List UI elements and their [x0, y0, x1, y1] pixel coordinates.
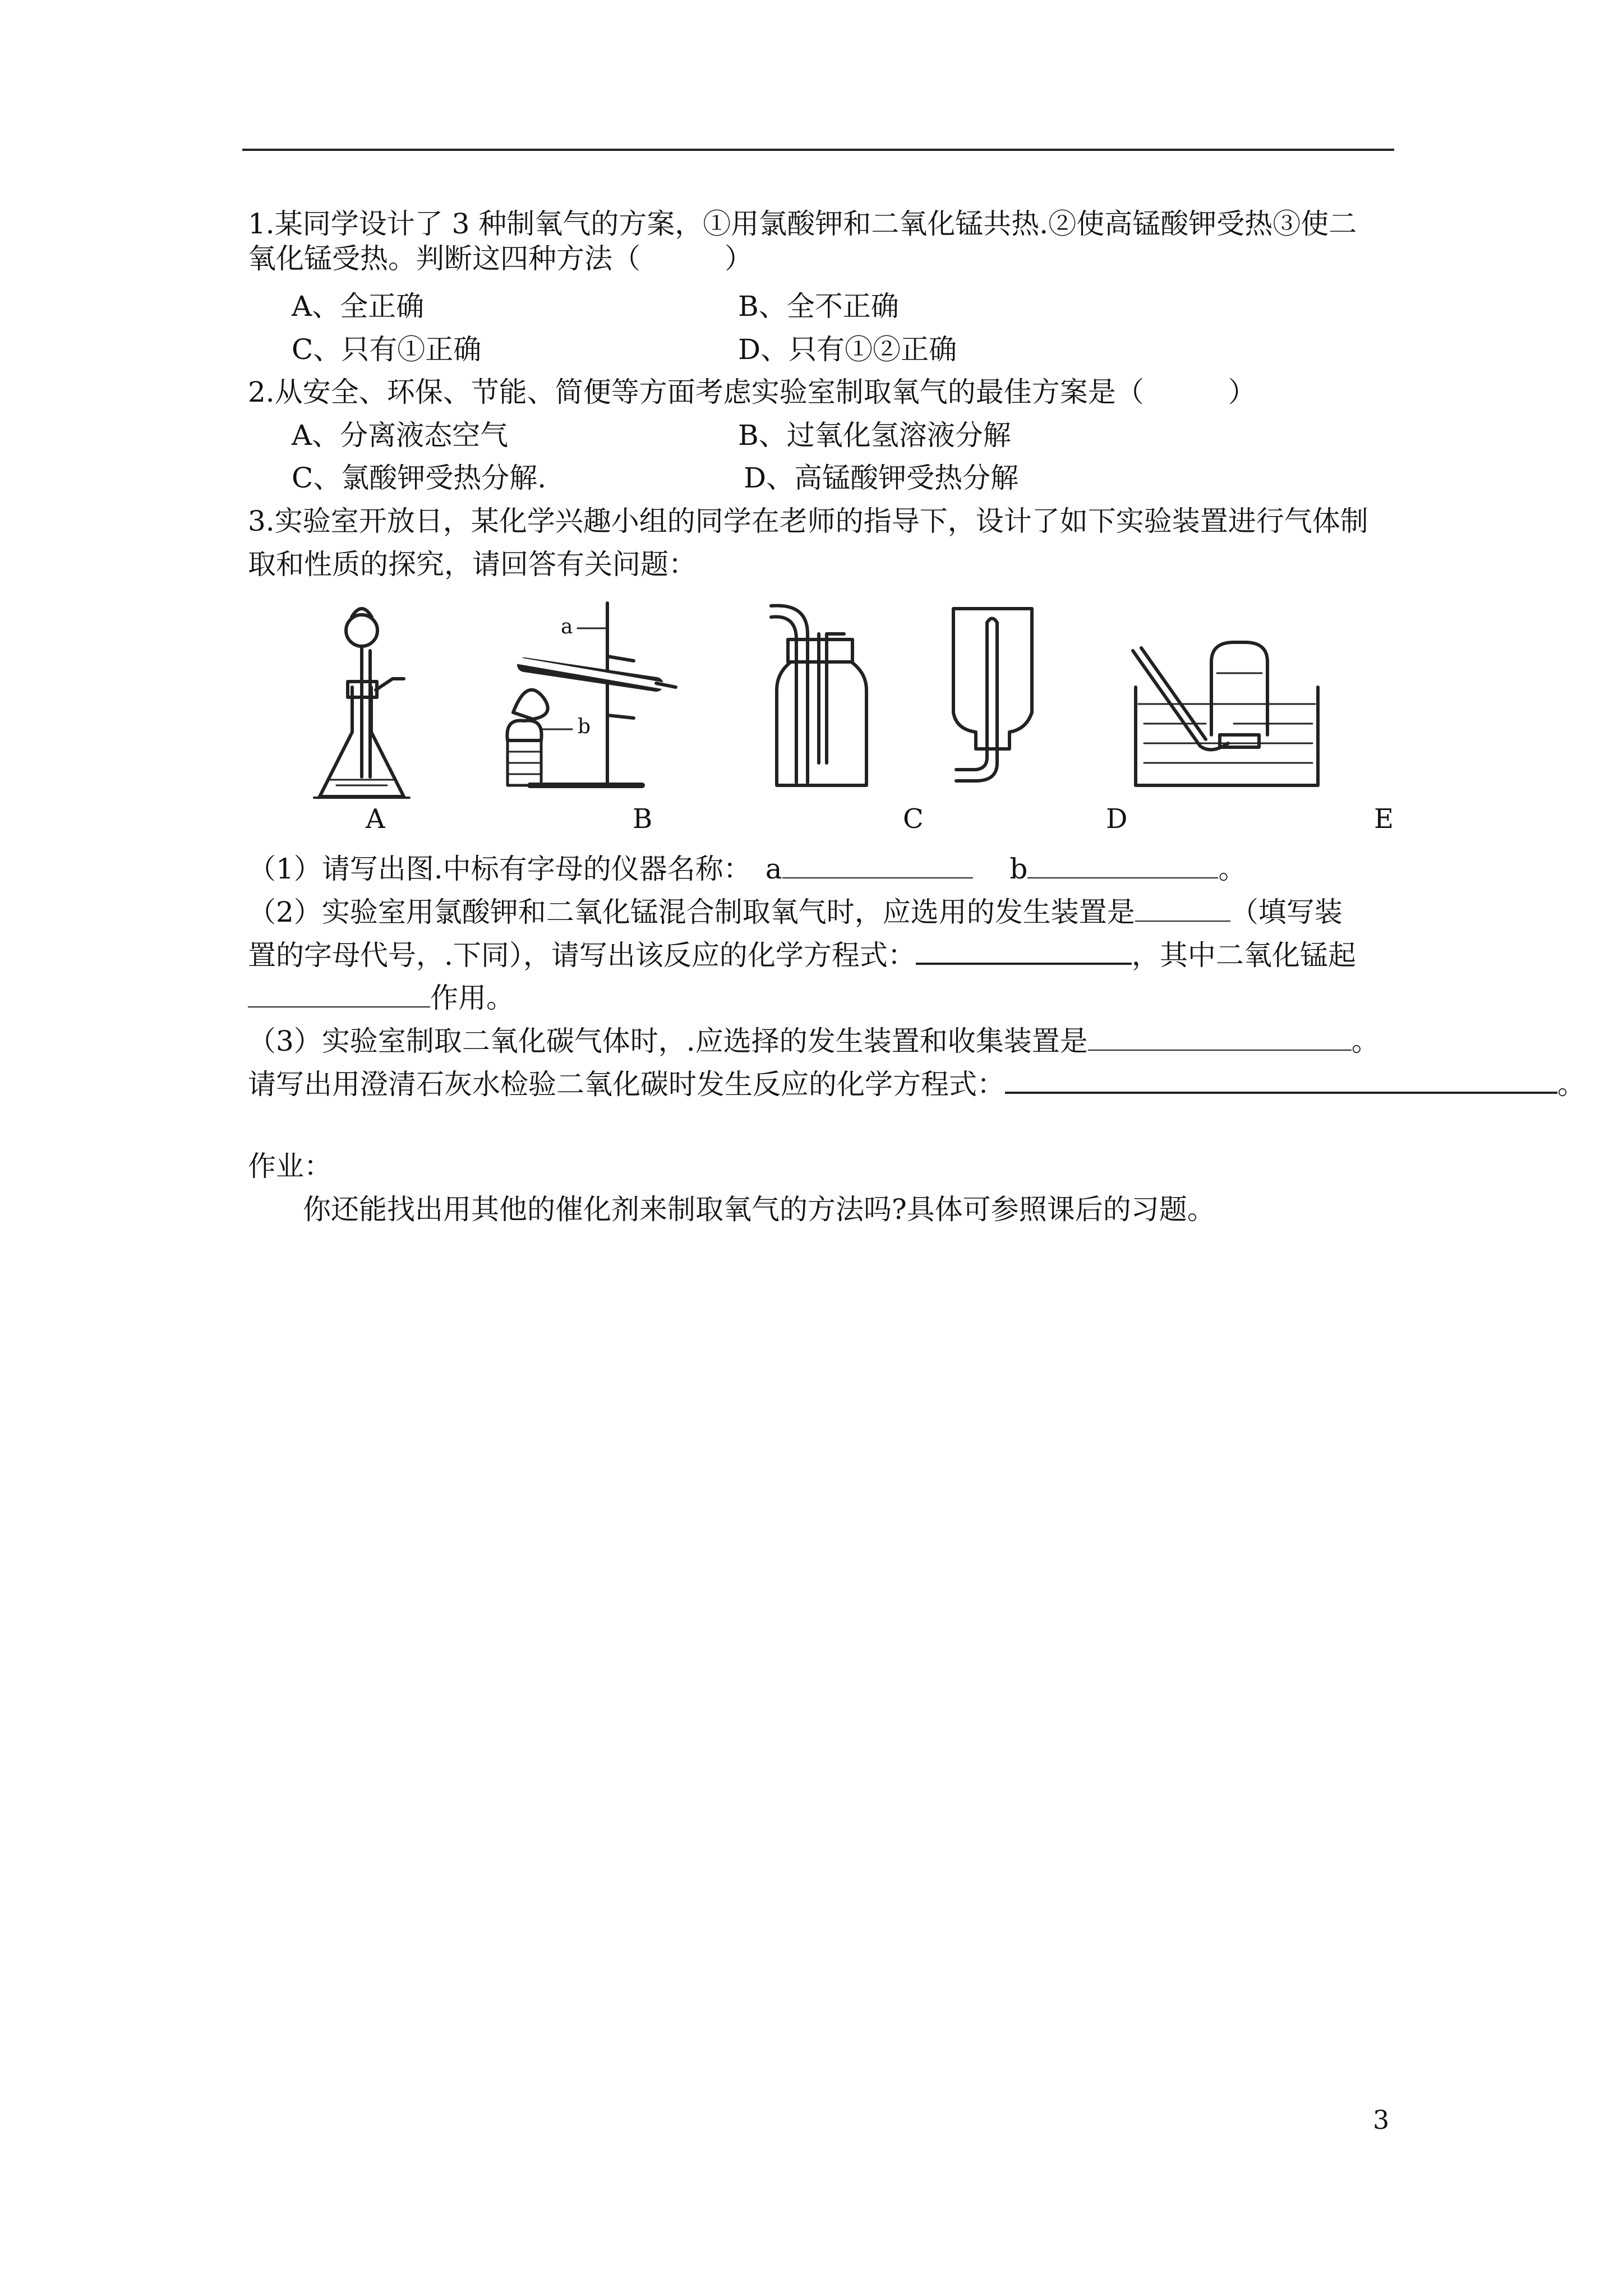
q1-option-c: C、只有①正确	[292, 333, 482, 366]
q3-p2-text-a: （2）实验室用氯酸钾和二氧化锰混合制取氧气时，应选用的发生装置是	[248, 896, 1135, 928]
q3-p3-line1	[248, 1024, 1380, 1059]
q2-line1: 2.从安全、环保、节能、简便等方面考虑实验室制取氧气的最佳方案是（ ）	[248, 376, 1256, 408]
q3-p1	[248, 852, 1246, 886]
q3-p3-text-a: （3）实验室制取二氧化碳气体时，.应选择的发生装置和收集装置是	[248, 1025, 1088, 1057]
page-number: 3	[1373, 2105, 1390, 2135]
apparatus-e-icon	[1133, 642, 1318, 785]
q3-p2-line3	[248, 981, 514, 1015]
blank-chemical-equation[interactable]	[916, 938, 1132, 965]
apparatus-b-icon	[507, 603, 676, 785]
blank-a[interactable]	[782, 853, 973, 878]
blank-co2-devices[interactable]	[1088, 1025, 1352, 1051]
figure-label-c: C	[903, 803, 924, 835]
blank-mno2-role[interactable]	[248, 982, 430, 1007]
homework-text: 你还能找出用其他的催化剂来制取氧气的方法吗?具体可参照课后的习题。	[303, 1193, 1215, 1226]
q3-p3-line2	[248, 1067, 1585, 1102]
q2-option-a: A、分离液态空气	[292, 419, 509, 452]
apparatus-d-icon	[953, 609, 1032, 781]
figure-label-e: E	[1374, 803, 1394, 835]
q1-line1: 1.某同学设计了 3 种制氧气的方案，①用氯酸钾和二氧化锰共热.②使高锰酸钾受热③使二	[248, 208, 1357, 240]
q3-p1-text-b: b	[1009, 853, 1028, 885]
q3-line2: 取和性质的探究，请回答有关问题：	[248, 548, 697, 581]
q3-p2-line1	[248, 895, 1343, 930]
q2-option-d: D、高锰酸钾受热分解	[744, 462, 1019, 494]
callout-a: a	[561, 615, 573, 638]
q2-option-b: B、过氧化氢溶液分解	[738, 419, 1011, 452]
q1-option-d: D、只有①②正确	[738, 333, 957, 366]
q3-p2-text-e: 作用。	[430, 982, 514, 1014]
q3-p1-end: 。	[1218, 853, 1247, 885]
apparatus-figure	[0, 0, 1623, 841]
homework-title: 作业：	[248, 1150, 332, 1182]
q3-p2-text-d: ，其中二氧化锰起	[1131, 939, 1356, 972]
q3-p2-text-c: 置的字母代号，.下同），请写出该反应的化学方程式：	[248, 939, 916, 972]
q3-p2-line2	[248, 938, 1356, 973]
q3-p3-end: 。	[1351, 1025, 1380, 1057]
apparatus-c-icon	[771, 606, 866, 785]
q3-line1: 3.实验室开放日，某化学兴趣小组的同学在老师的指导下，设计了如下实验装置进行气体制	[248, 505, 1368, 537]
figure-label-b: B	[633, 803, 653, 835]
q3-p3-b-end: 。	[1557, 1068, 1585, 1101]
blank-b[interactable]	[1027, 853, 1218, 878]
apparatus-a-icon	[314, 609, 409, 798]
callout-b: b	[578, 715, 591, 738]
blank-generation-device[interactable]	[1135, 896, 1230, 922]
q1-option-a: A、全正确	[292, 290, 425, 323]
q3-p2-text-b: （填写装	[1230, 896, 1343, 928]
figure-label-d: D	[1106, 803, 1128, 835]
q1-line2: 氧化锰受热。判断这四种方法（ ）	[248, 242, 753, 275]
figure-label-a: A	[366, 803, 385, 835]
q2-option-c: C、氯酸钾受热分解.	[292, 462, 547, 494]
q1-option-b: B、全不正确	[738, 290, 899, 323]
q3-p3-text-b: 请写出用澄清石灰水检验二氧化碳时发生反应的化学方程式：	[248, 1068, 1005, 1101]
blank-limewater-equation[interactable]	[1005, 1067, 1557, 1094]
q3-p1-text-a: （1）请写出图.中标有字母的仪器名称： a	[248, 853, 782, 885]
